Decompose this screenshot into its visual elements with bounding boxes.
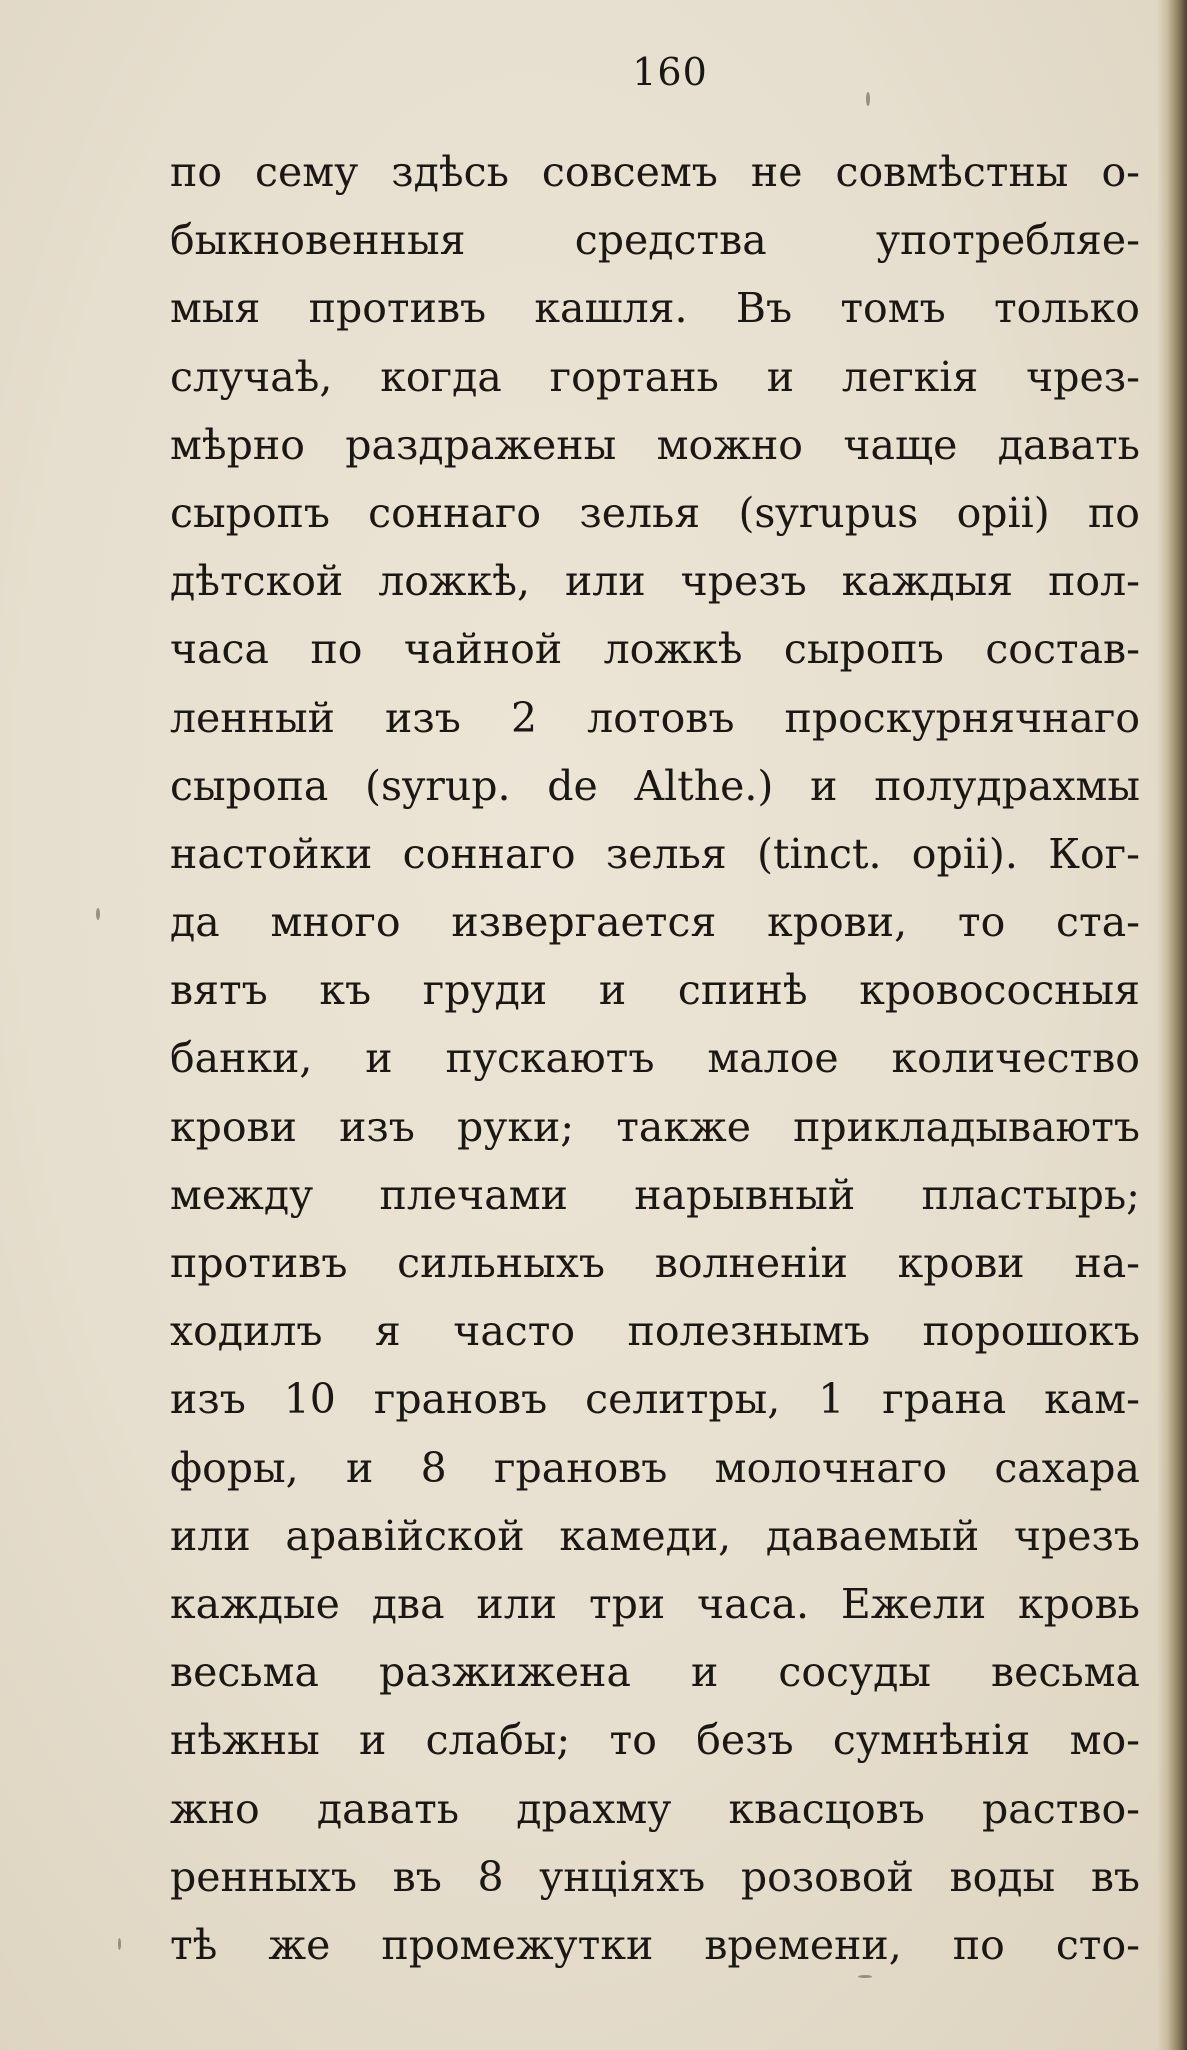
text-line: изъ 10 грановъ селитры, 1 грана кам- (170, 1375, 1140, 1424)
text-line: форы, и 8 грановъ молочнаго сахара (170, 1443, 1140, 1492)
text-line: крови изъ руки; также прикладываютъ (170, 1102, 1140, 1151)
ink-speck (866, 92, 870, 106)
text-line: ленный изъ 2 лотовъ проскурнячнаго (170, 693, 1140, 742)
ink-speck (118, 1938, 121, 1950)
text-line: вятъ къ груди и спинѣ кровососныя (170, 966, 1140, 1015)
text-line: по сему здѣсь совсемъ не совмѣстны о- (170, 148, 1140, 196)
body-text (170, 138, 1140, 1979)
text-line: ходилъ я часто полезнымъ порошокъ (170, 1307, 1140, 1356)
text-line: часа по чайной ложкѣ сыропъ состав- (170, 625, 1140, 674)
text-line: банки, и пускаютъ малое количество (170, 1034, 1140, 1083)
text-line: настойки соннаго зелья (tinct. opii). Ког- (170, 829, 1140, 878)
text-line: быкновенныя средства употребляе- (170, 216, 1140, 265)
text-line: тѣ же промежутки времени, по сто- (170, 1920, 1140, 1969)
text-line: каждые два или три часа. Ежели кровь (170, 1579, 1140, 1628)
text-line: ренныхъ въ 8 унціяхъ розовой воды въ (170, 1852, 1140, 1901)
text-line: мѣрно раздражены можно чаще давать (170, 420, 1140, 469)
page-edge-shadow (1157, 0, 1187, 2050)
page-number: 160 (632, 50, 708, 94)
text-line: дѣтской ложкѣ, или чрезъ каждыя пол- (170, 557, 1140, 606)
text-line: мыя противъ кашля. Въ томъ только (170, 284, 1140, 333)
ink-speck (96, 908, 100, 920)
text-line: нѣжны и слабы; то безъ сумнѣнія мо- (170, 1716, 1140, 1765)
text-line: противъ сильныхъ волненіи крови на- (170, 1239, 1140, 1287)
text-line: или аравійской камеди, даваемый чрезъ (170, 1511, 1140, 1560)
text-line: весьма разжижена и сосуды весьма (170, 1648, 1140, 1697)
text-line: между плечами нарывный пластырь; (170, 1170, 1140, 1219)
text-line: жно давать драхму квасцовъ раство- (170, 1784, 1140, 1833)
text-line: случаѣ, когда гортань и легкія чрез- (170, 352, 1140, 401)
text-line: сыропа (syrup. de Althe.) и полудрахмы (170, 761, 1140, 810)
text-line: да много извергается крови, то ста- (170, 898, 1140, 947)
text-line: сыропъ соннаго зелья (syrupus opii) по (170, 488, 1140, 537)
